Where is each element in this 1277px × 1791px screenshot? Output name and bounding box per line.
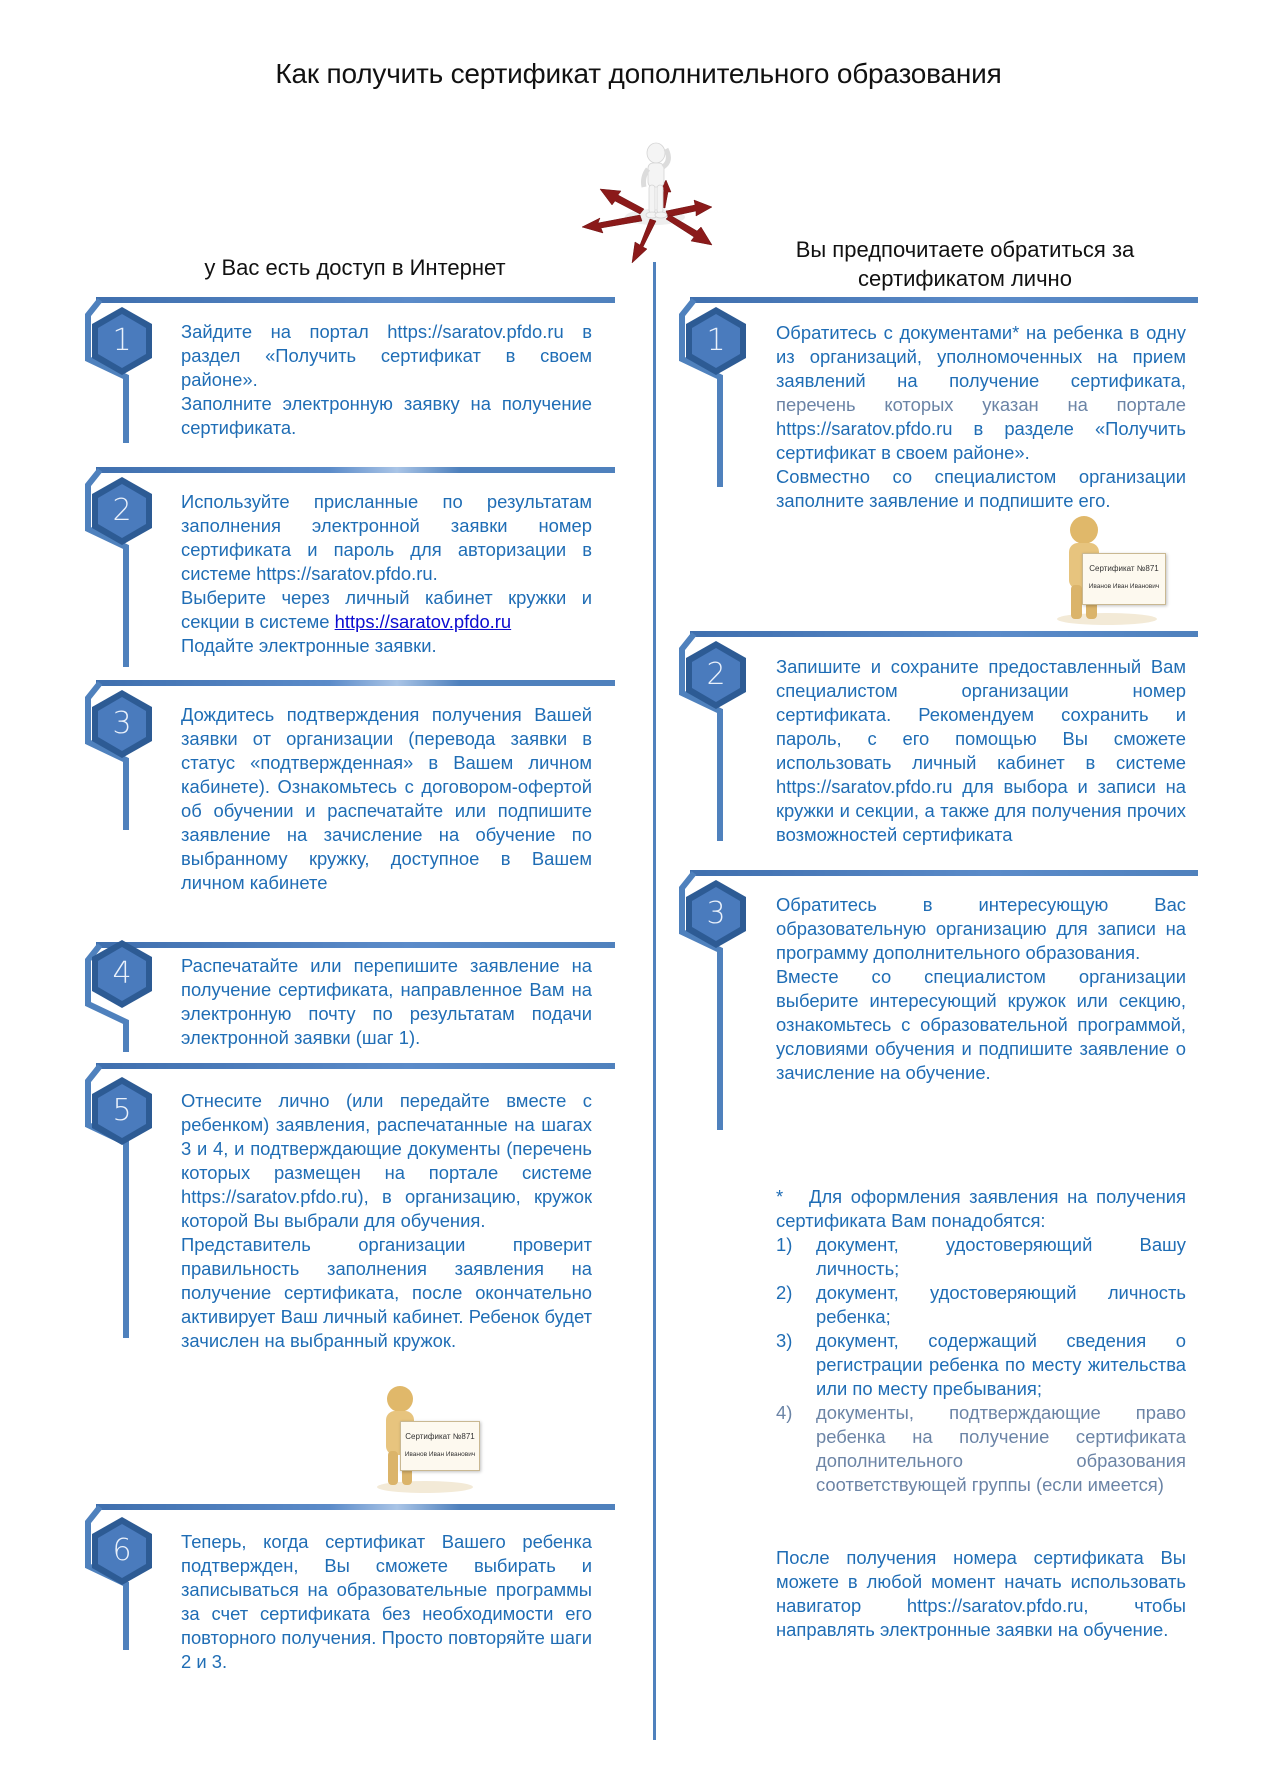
- paragraph: Заполните электронную заявку на получение сертификата.: [181, 393, 592, 438]
- right-step-1-text: [776, 321, 1186, 513]
- arrows-icon: [570, 135, 740, 265]
- left-step-6-badge: [90, 1515, 154, 1587]
- step-number: 6: [112, 1533, 132, 1568]
- left-step-2-badge: [90, 475, 154, 547]
- step-number: 2: [706, 657, 726, 692]
- documents-list: [776, 1233, 1186, 1497]
- right-step-2-text: [776, 655, 1186, 847]
- thinking-person-illustration: [570, 135, 740, 265]
- paragraph: Используйте присланные по результатам заполнения электронной заявки номер сертификата и пароль для авторизации в системе https://saratov.pfdo.ru.: [181, 491, 592, 584]
- paragraph: Совместно со специалистом организации заполните заявление и подпишите его.: [776, 466, 1186, 511]
- certificate-card: [400, 1421, 480, 1471]
- step-number: 5: [112, 1093, 132, 1128]
- step-number: 1: [706, 323, 726, 358]
- left-step-5-badge: [90, 1075, 154, 1147]
- paragraph: Теперь, когда сертификат Вашего ребенка подтвержден, Вы сможете выбирать и записываться на образовательные программы за счет сертификата без необходимости его повторного получения. Просто повторяйте шаги 2 и 3.: [181, 1531, 592, 1672]
- documents-list-item: 4) документы, подтверждающие право ребенка на получение сертификата дополнительного образования соответствующей группы (если имеется): [776, 1402, 1186, 1495]
- step-number: 1: [112, 323, 132, 358]
- documents-list-item: 2) документ, удостоверяющий личность ребенка;: [776, 1282, 1186, 1327]
- right-step-3-text: [776, 893, 1186, 1085]
- closing-note: [776, 1546, 1186, 1642]
- page-title: Как получить сертификат дополнительного образования: [275, 58, 1002, 89]
- step-number: 3: [112, 706, 132, 741]
- right-column-heading: [740, 235, 1190, 293]
- right-heading-line2: сертификатом лично: [858, 266, 1072, 291]
- step-number: 2: [112, 493, 132, 528]
- paragraph: Дождитесь подтверждения получения Вашей заявки от организации (перевода заявки в статус «подтвержденная» в Вашем личном кабинете). Ознакомьтесь с договором-офертой об обучении и распечатайте или подпишите заявление на зачисление на обучение по выбранному кружку, доступное в Вашем личном кабинете: [181, 704, 592, 893]
- paragraph: Обратитесь в интересующую Вас образовательную организацию для записи на программу дополнительного образования.: [776, 894, 1186, 963]
- paragraph: [776, 321, 1186, 465]
- right-step-3-badge: [684, 878, 748, 950]
- left-column-heading: у Вас есть доступ в Интернет: [204, 255, 506, 280]
- paragraph-text-muted: перечень которых указан на портале: [776, 394, 1186, 415]
- paragraph-text: https://saratov.pfdo.ru в разделе «Получить сертификат в своем районе».: [776, 418, 1186, 463]
- closing-text: После получения номера сертификата Вы можете в любой момент начать использовать навигатор https://saratov.pfdo.ru, чтобы направлять электронные заявки на обучение.: [776, 1547, 1186, 1640]
- left-step-6-bar: [96, 1504, 615, 1510]
- paragraph-text: Обратитесь с документами* на ребенка в одну из организаций, уполномоченных на прием заявлений на получение сертификата,: [776, 322, 1186, 391]
- right-step-3-bar: [690, 870, 1198, 876]
- required-documents-note: [776, 1185, 1192, 1497]
- paragraph: Распечатайте или перепишите заявление на получение сертификата, направленное Вам на электронную почту по результатам подачи электронной заявки (шаг 1).: [181, 955, 592, 1048]
- documents-list-item: 1) документ, удостоверяющий Вашу личность;: [776, 1234, 1186, 1279]
- paragraph: Отнесите лично (или передайте вместе с ребенком) заявления, распечатанные на шагах 3 и 4, и подтверждающие документы (перечень которых размещен на портале системе https://saratov.pfdo.ru), в организацию, кружок которой Вы выбрали для обучения.: [181, 1090, 592, 1231]
- paragraph-text: Выберите через личный кабинет кружки и секции в системе: [181, 587, 592, 632]
- certificate-number: Сертификат №871: [1089, 564, 1159, 573]
- left-step-3-badge: [90, 688, 154, 760]
- left-step-1-text: [181, 320, 592, 440]
- paragraph: Подайте электронные заявки.: [181, 635, 437, 656]
- left-step-4-text: [181, 954, 592, 1050]
- paragraph: [181, 586, 592, 634]
- right-step-1-bar: [690, 297, 1198, 303]
- center-divider: [653, 262, 656, 1740]
- certificate-owner: Иванов Иван Иванович: [1088, 583, 1160, 590]
- left-step-1-badge: [90, 305, 154, 377]
- right-step-2-badge: [684, 639, 748, 711]
- step-number: 3: [706, 896, 726, 931]
- note-intro: * Для оформления заявления на получения сертификата Вам понадобятся:: [776, 1186, 1192, 1231]
- paragraph: Зайдите на портал https://saratov.pfdo.ru в раздел «Получить сертификат в своем районе».: [181, 321, 592, 390]
- right-step-1-badge: [684, 305, 748, 377]
- left-step-3-text: [181, 703, 592, 895]
- left-step-5-bar: [96, 1063, 615, 1069]
- left-step-3-bar: [96, 680, 615, 686]
- step-number: 4: [112, 956, 132, 991]
- certificate-person-illustration: [370, 1385, 485, 1495]
- left-step-2-text: [181, 490, 592, 658]
- certificate-number: Сертификат №871: [405, 1432, 475, 1441]
- right-heading-line1: Вы предпочитаете обратиться за: [795, 237, 1135, 262]
- certificate-card: [1082, 553, 1166, 605]
- right-step-2-bar: [690, 631, 1198, 637]
- portal-link[interactable]: https://saratov.pfdo.ru: [334, 611, 512, 632]
- left-step-4-badge: [90, 938, 154, 1010]
- left-step-5-text: [181, 1089, 592, 1353]
- paragraph: Вместе со специалистом организации выберите интересующий кружок или секцию, ознакомьтесь с образовательной программой, условиями обучения и подпишите заявление о зачисление на обучение.: [776, 966, 1186, 1083]
- documents-list-item: 3) документ, содержащий сведения о регистрации ребенка по месту жительства или по месту пребывания;: [776, 1330, 1186, 1399]
- paragraph: Запишите и сохраните предоставленный Вам специалистом организации номер сертификата. Рекомендуем сохранить и пароль, с его помощью Вы сможете использовать личный кабинет в системе https://saratov.pfdo.ru для выбора и записи на кружки и секции, а также для получения прочих возможностей сертификата: [776, 656, 1186, 845]
- left-step-2-bar: [96, 467, 615, 473]
- left-step-1-bar: [96, 297, 615, 303]
- left-step-4-bar: [96, 942, 615, 948]
- left-step-6-text: [181, 1530, 592, 1674]
- paragraph: Представитель организации проверит правильность заполнения заявления на получение сертификата, после окончательно активирует Ваш личный кабинет. Ребенок будет зачислен на выбранный кружок.: [181, 1234, 592, 1351]
- certificate-person-illustration: [1052, 515, 1170, 627]
- certificate-owner: Иванов Иван Иванович: [404, 1451, 476, 1458]
